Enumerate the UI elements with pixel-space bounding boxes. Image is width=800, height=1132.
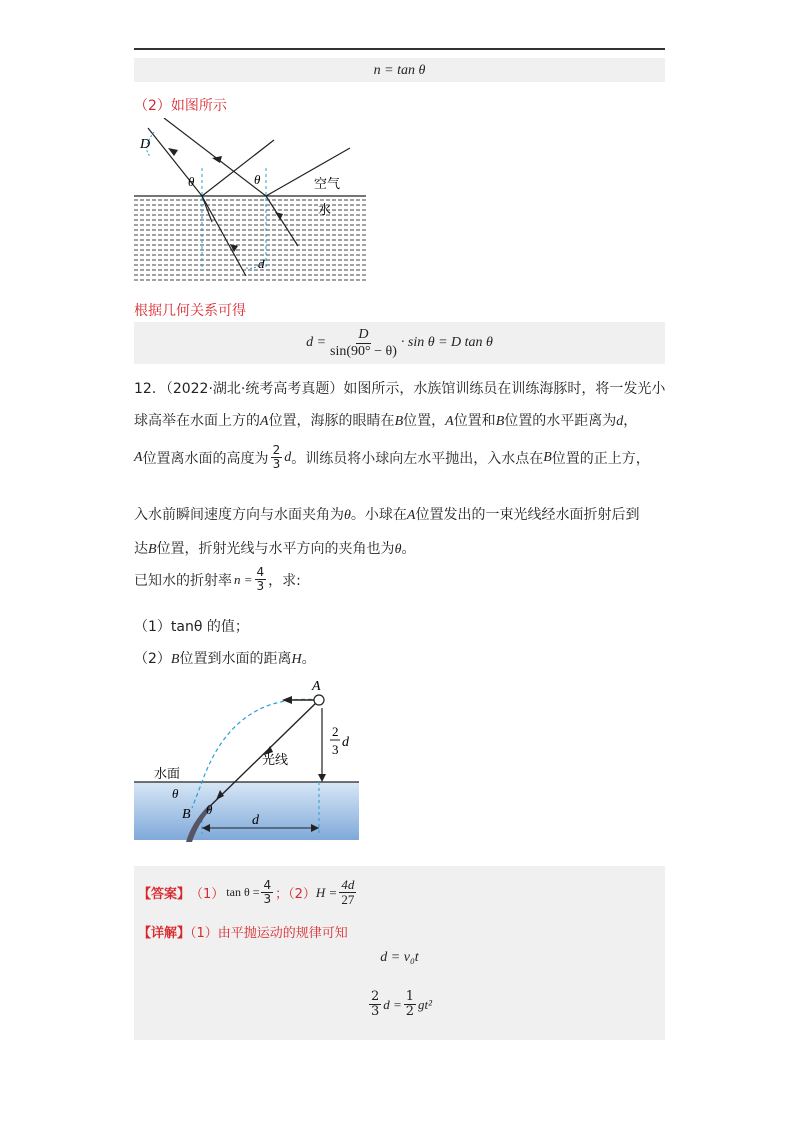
t3c: 位置的正上方， — [551, 450, 650, 467]
t6a: 已知水的折射率 — [134, 572, 232, 589]
formula-box-n — [134, 58, 665, 82]
frac-num: 2 — [272, 443, 281, 457]
answer-tag: 【答案】 — [138, 887, 191, 903]
frac-num: 4 — [263, 878, 272, 893]
var-d: d — [284, 449, 292, 465]
q2b: 位置到水面的距离 — [179, 651, 292, 667]
var-B: B — [394, 414, 404, 429]
top-rule — [134, 48, 665, 50]
n-eq: n = — [234, 571, 253, 587]
frac-2-3 — [271, 444, 283, 471]
q2a: （2） — [134, 651, 171, 667]
label-water: 水 — [318, 202, 332, 217]
formula-d-rhs: · sin θ = D tan θ — [400, 335, 493, 350]
height-arrow — [318, 774, 326, 782]
frac-den: 3 — [256, 579, 265, 594]
answer-frac-1 — [261, 879, 273, 906]
problem-line-3 — [134, 444, 650, 471]
t2c: 位置， — [403, 413, 446, 429]
t2e: 位置的水平距离为 — [504, 413, 617, 429]
t3a: 位置离水面的高度为 — [142, 450, 269, 467]
var-A: A — [134, 449, 143, 465]
formula-d-den: sin(90° − θ) — [330, 343, 397, 359]
t4: 入水前瞬间速度方向与水面夹角为 — [134, 507, 344, 523]
problem-line-4 — [134, 504, 639, 524]
water-body — [134, 782, 359, 840]
var-theta: θ — [394, 542, 402, 557]
incident-ray-2 — [164, 118, 266, 196]
problem-number: 12． — [134, 381, 166, 397]
frac-den: 3 — [370, 1004, 380, 1020]
ball — [314, 695, 324, 705]
eq-frac-left — [369, 990, 381, 1020]
question-2 — [134, 648, 316, 668]
t4b: 。小球在 — [350, 507, 407, 523]
answer-tan: tan θ = — [226, 885, 260, 900]
problem-text-1: 如图所示，水族馆训练员在训练海豚时，将一发光小 — [343, 381, 666, 397]
eq-fall — [134, 990, 665, 1020]
label-theta-b: θ — [206, 802, 213, 817]
label-surface: 水面 — [154, 766, 181, 781]
t6b: ，求: — [268, 572, 301, 589]
geometry-label: 根据几何关系可得 — [134, 303, 246, 319]
var-B: B — [170, 652, 180, 667]
period: 。 — [401, 541, 416, 557]
frac-num: 4 — [256, 565, 265, 579]
explain-text: （1）由平抛运动的规律可知 — [190, 926, 348, 941]
label-dh: d — [342, 735, 349, 750]
var-A: A — [406, 508, 416, 523]
answer-H: H = — [315, 884, 338, 900]
formula-d-lhs: d = — [306, 335, 327, 350]
label-3: 3 — [332, 742, 339, 757]
label-D: D — [140, 137, 151, 152]
answer-box — [134, 866, 665, 1040]
label-B: B — [182, 807, 191, 822]
label-theta-a: θ — [172, 786, 179, 801]
problem-source: （2022·湖北·统考高考真题） — [165, 381, 344, 397]
eq-frac-right — [404, 990, 416, 1020]
t2d: 位置和 — [453, 413, 496, 429]
frac-den: 2 — [405, 1004, 415, 1020]
label-air: 空气 — [314, 176, 341, 191]
t5a: 达 — [134, 541, 148, 557]
frac-den: 3 — [272, 457, 281, 472]
comma: ， — [623, 413, 638, 429]
problem-line-2 — [134, 410, 637, 430]
formula-d-frac — [328, 327, 399, 359]
label-light: 光线 — [262, 752, 289, 767]
problem-line-6 — [134, 566, 301, 593]
frac-den: 27 — [341, 892, 355, 908]
frac-4-3 — [255, 566, 267, 593]
eq-end: gt² — [418, 996, 433, 1012]
problem-line-1 — [134, 378, 665, 398]
water-region — [134, 196, 366, 282]
label-A: A — [312, 679, 321, 694]
frac-num: 4d — [341, 877, 355, 892]
question-1: （1）tanθ 的值； — [134, 619, 249, 635]
dolphin-diagram — [134, 672, 374, 862]
explain-tag: 【详解】 — [138, 926, 191, 941]
var-B: B — [543, 449, 552, 465]
problem-line-5 — [134, 538, 415, 558]
step2-label: （2）如图所示 — [134, 98, 227, 114]
eq-mid: d = — [383, 996, 402, 1012]
t2b: 位置，海豚的眼睛在 — [268, 413, 395, 429]
answer-p1: （1） — [190, 887, 225, 903]
frac-num: 2 — [370, 989, 380, 1004]
reflected-ray-1 — [202, 140, 274, 196]
var-d: d — [616, 414, 624, 429]
refraction-diagram-1 — [134, 118, 374, 286]
t5b: 位置，折射光线与水平方向的夹角也为 — [156, 541, 395, 557]
var-theta: θ — [344, 508, 351, 523]
explain-line — [138, 922, 348, 941]
t3b: 。训练员将小球向左水平抛出，入水点在 — [291, 450, 544, 467]
formula-d-num: D — [358, 327, 369, 343]
answer-sep: ；（2） — [275, 887, 316, 903]
var-B: B — [495, 414, 505, 429]
label-d: d — [258, 256, 265, 271]
q2c: 。 — [301, 651, 316, 667]
label-theta-2: θ — [254, 172, 261, 187]
formula-box-d — [134, 322, 665, 364]
formula-n: n = tan θ — [373, 63, 426, 78]
answer-frac-2 — [339, 878, 356, 908]
var-A: A — [260, 414, 269, 429]
var-A: A — [445, 414, 454, 429]
t2a: 球高举在水面上方的 — [134, 413, 260, 429]
label-d: d — [252, 813, 259, 828]
frac-den: 3 — [263, 892, 272, 907]
answer-line — [138, 878, 358, 908]
t4c: 位置发出的一束光线经水面折射后到 — [415, 507, 640, 523]
eq-d-v0t: d = v₀t — [380, 950, 419, 965]
throw-arrow — [282, 696, 292, 704]
var-B: B — [148, 542, 157, 557]
frac-num: 1 — [405, 989, 415, 1004]
var-H: H — [291, 652, 302, 667]
label-theta-1: θ — [188, 174, 195, 189]
label-2: 2 — [332, 724, 339, 739]
